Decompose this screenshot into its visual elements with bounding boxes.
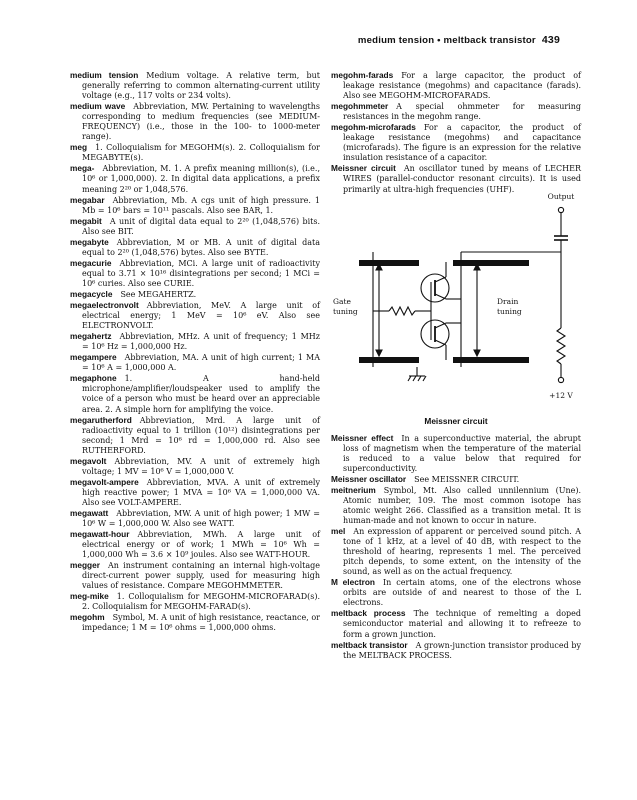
- lecher-bar-lower-right: [453, 357, 529, 363]
- transistor-upper-source: [435, 294, 446, 299]
- entry-definition: 1. A hand-held microphone/amplifier/loudspeaker used to amplify the voice of a person who must be heard over an appreciable area. 2. A simple horn for amplifying the voice.: [82, 374, 320, 414]
- entry-term: megohm: [70, 612, 105, 623]
- entry-term: megabar: [70, 194, 105, 205]
- right-column: [331, 70, 581, 661]
- dictionary-entry: [70, 477, 320, 508]
- entry-definition: Abbreviation, MCi. A large unit of radioactivity equal to 3.71 × 10¹⁶ disintegrations per second; 1 MCi = 10⁶ curies. Also see CURIE.: [82, 258, 320, 288]
- dictionary-entry: [70, 352, 320, 373]
- transistor-upper-drain: [435, 277, 446, 282]
- dictionary-entry: [70, 101, 320, 142]
- entry-term: megabit: [70, 215, 102, 226]
- drain-label-line2: tuning: [497, 306, 522, 316]
- dictionary-entry: [70, 289, 320, 300]
- entry-definition: Abbreviation, MHz. A unit of frequency; 1 MHz = 10⁶ Hz = 1,000,000 Hz.: [82, 332, 320, 352]
- dictionary-entry: [70, 415, 320, 456]
- lecher-bar-upper-right: [453, 260, 529, 266]
- entry-definition: In a superconductive material, the abrupt loss of magnetism when the temperature of the material is reduced to a value below that required for superconductivity.: [343, 433, 581, 473]
- dictionary-entry: [70, 300, 320, 331]
- lecher-bar-lower-left: [359, 357, 419, 363]
- rf-choke: [557, 328, 565, 364]
- entry-definition: In certain atoms, one of the electrons whose orbits are outside of and nearest to those of the L electrons.: [343, 578, 581, 608]
- entry-term: megohmmeter: [331, 101, 389, 112]
- entry-term: megavolt: [70, 455, 107, 466]
- gate-resistor: [389, 307, 415, 315]
- dictionary-entry: [70, 529, 320, 560]
- entry-term: medium wave: [70, 101, 126, 112]
- dictionary-entry: [331, 101, 581, 122]
- entry-definition: 1. Colloquialism for MEGOHM(s). 2. Colloquialism for MEGABYTE(s).: [82, 143, 320, 163]
- dictionary-entry: [70, 142, 320, 163]
- entry-definition: Abbreviation, Mb. A cgs unit of high pressure. 1 Mb = 10⁶ bars = 10¹¹ pascals. Also see BAR, 1.: [82, 195, 320, 215]
- entry-term: megaelectronvolt: [70, 300, 139, 311]
- entry-term: megawatt-hour: [70, 529, 130, 540]
- dictionary-entry: [70, 163, 320, 194]
- drain-tuning-arrow-head-bottom: [474, 350, 480, 356]
- entry-term: mel: [331, 526, 346, 537]
- entry-definition: An expression of apparent or perceived sound pitch. A tone of 1 kHz, at a level of 40 dB, with respect to the threshold of hearing, represents 1 mel. The perceived pitch depends, to some extent, on the intensity of the sound, as well as on the actual frequency.: [343, 527, 581, 577]
- transistor-lower-drain: [435, 323, 446, 328]
- entry-term: megaphone: [70, 373, 117, 384]
- lecher-bar-upper-left: [359, 260, 419, 266]
- dictionary-entry: [331, 640, 581, 661]
- ground-hatch-1: [408, 376, 411, 381]
- entry-term: Meissner oscillator: [331, 473, 407, 484]
- dictionary-entry: [70, 331, 320, 352]
- entry-definition: Abbreviation, MA. A unit of high current; 1 MA = 10⁶ A = 1,000,000 A.: [82, 353, 320, 373]
- entry-definition: Abbreviation, MW. Pertaining to wavelengths corresponding to medium frequencies (see MEDIUM-FREQUENCY) (i.e., those in the 100- to 1000-meter range).: [82, 102, 320, 142]
- entry-definition: See MEISSNER CIRCUIT.: [414, 474, 520, 484]
- gate-label-line2: tuning: [333, 306, 358, 316]
- entry-term: megacurie: [70, 257, 112, 268]
- entry-term: mega-: [70, 163, 95, 174]
- figure-caption: Meissner circuit: [424, 415, 488, 426]
- entry-term: megampere: [70, 352, 117, 363]
- gate-tuning-arrow-head-bottom: [376, 350, 382, 356]
- entry-definition: An instrument containing an internal high-voltage direct-current power supply, used for measuring high values of resistance. Compare MEGOHMMETER.: [82, 561, 320, 591]
- supply-terminal: [558, 377, 563, 382]
- entry-definition: Abbreviation, M. 1. A prefix meaning million(s), (i.e., 10⁶ or 1,000,000). 2. In digital data applications, a prefix meaning 2²⁰ or 1,048,576.: [82, 164, 320, 194]
- entry-term: meltback process: [331, 608, 406, 619]
- meissner-circuit-diagram: [331, 191, 581, 414]
- dictionary-entry: [70, 560, 320, 591]
- ground-hatch-3: [418, 376, 421, 381]
- entry-term: megacycle: [70, 288, 113, 299]
- dictionary-entry: [331, 163, 581, 194]
- entry-term: megavolt-ampere: [70, 476, 139, 487]
- entry-definition: An oscillator tuned by means of LECHER WIRES (parallel-conductor resonant circuits). It is used primarily at ultra-high frequencies (UHF).: [343, 164, 581, 194]
- entry-term: meltback transistor: [331, 639, 408, 650]
- entry-definition: The technique of remelting a doped semiconductor material and allowing it to refreeze to form a grown junction.: [343, 609, 581, 639]
- drain-label-line1: Drain: [497, 296, 519, 306]
- entry-term: meg-mike: [70, 591, 109, 602]
- entry-term: megger: [70, 560, 100, 571]
- header-title: medium tension • meltback transistor: [357, 35, 536, 46]
- right-column-top-entries: [331, 70, 581, 195]
- page-number: 439: [541, 34, 560, 46]
- dictionary-entry: [331, 526, 581, 577]
- dictionary-entry: [331, 433, 581, 474]
- entry-definition: For a large capacitor, the product of leakage resistance (megohms) and capacitance (farads). Also see MEGOHM-MICROFARADS.: [343, 71, 581, 101]
- entry-term: megahertz: [70, 331, 112, 342]
- dictionary-entry: [70, 612, 320, 633]
- entry-definition: 1. Colloquialism for MEGOHM-MICROFARAD(s). 2. Colloquialism for MEGOHM-FARAD(s).: [82, 592, 320, 612]
- dictionary-entry: [70, 508, 320, 529]
- dictionary-entry: [70, 195, 320, 216]
- dictionary-entry: [70, 456, 320, 477]
- dictionary-entry: [70, 373, 320, 414]
- entry-definition: See MEGAHERTZ.: [120, 289, 197, 299]
- entry-term: medium tension: [70, 70, 139, 80]
- entry-definition: A unit of digital data equal to 2²⁰ (1,048,576) bits. Also see BIT.: [82, 216, 320, 236]
- gate-label-line1: Gate: [333, 296, 351, 306]
- transistor-lower-source: [435, 340, 446, 345]
- entry-term: megohm-farads: [331, 70, 394, 80]
- entry-term: megarutherford: [70, 414, 132, 425]
- entry-term: megabyte: [70, 236, 109, 247]
- entry-definition: Medium voltage. A relative term, but generally referring to common alternating-current utility voltage (e.g., 117 volts or 234 volts).: [82, 71, 320, 101]
- entry-definition: Abbreviation, MW. A unit of high power; 1 MW = 10⁶ W = 1,000,000 W. Also see WATT.: [82, 508, 320, 529]
- dictionary-entry: [331, 474, 581, 485]
- dictionary-entry: [70, 237, 320, 258]
- ground-hatch-4: [423, 376, 426, 381]
- entry-definition: A grown-junction transistor produced by the MELTBACK PROCESS.: [343, 640, 581, 660]
- supply-label: +12 V: [549, 390, 573, 400]
- left-column: [70, 70, 320, 634]
- entry-term: Meissner effect: [331, 432, 394, 443]
- dictionary-entry: [331, 577, 581, 608]
- entry-definition: Abbreviation, MeV. A large unit of electrical energy; 1 MeV = 10⁶ eV. Also see ELECTRONVOLT.: [82, 301, 320, 331]
- right-column-bottom-entries: [331, 433, 581, 661]
- entry-term: meg: [70, 142, 88, 153]
- entry-definition: A special ohmmeter for measuring resistances in the megohm range.: [343, 102, 581, 122]
- entry-term: M electron: [331, 577, 375, 588]
- output-terminal: [558, 207, 563, 212]
- entry-definition: Abbreviation, MWh. A large unit of electrical energy or of work; 1 MWh = 10⁶ Wh = 1,000,000 Wh = 3.6 × 10⁹ joules. Also see WATT-HOUR.: [82, 530, 320, 560]
- dictionary-entry: [331, 485, 581, 526]
- entry-definition: Abbreviation, MV. A unit of extremely high voltage; 1 MV = 10⁶ V = 1,000,000 V.: [82, 456, 320, 476]
- entry-definition: Symbol, M. A unit of high resistance, reactance, or impedance; 1 M = 10⁶ ohms = 1,000,000 ohms.: [82, 613, 320, 633]
- dictionary-entry: [331, 70, 581, 101]
- output-label: Output: [547, 191, 575, 201]
- dictionary-entry: [331, 122, 581, 163]
- entry-term: megawatt: [70, 507, 109, 518]
- entry-term: Meissner circuit: [331, 163, 396, 174]
- entry-term: megohm-microfarads: [331, 122, 416, 133]
- dictionary-entry: [70, 70, 320, 101]
- entry-term: meitnerium: [331, 484, 376, 495]
- dictionary-entry: [331, 608, 581, 639]
- entry-definition: For a capacitor, the product of leakage resistance (megohms) and capacitance (microfarads). The figure is an expression for the relative insulation resistance of a capacitor.: [343, 123, 581, 163]
- ground-hatch-2: [413, 376, 416, 381]
- dictionary-entry: [70, 216, 320, 237]
- entry-definition: Abbreviation, Mrd. A large unit of radioactivity equal to 1 trillion (10¹²) disintegrations per second; 1 Mrd = 10⁶ rd = 1,000,000 rd. Also see RUTHERFORD.: [82, 415, 320, 455]
- dictionary-entry: [70, 591, 320, 612]
- running-header: [60, 34, 560, 46]
- entry-definition: Abbreviation, M or MB. A unit of digital data equal to 2²⁰ (1,048,576) bytes. Also see BYTE.: [82, 237, 320, 257]
- entry-definition: Symbol, Mt. Also called unnilennium (Une). Atomic number, 109. The most common isotope has atomic weight 266. Classified as a transition metal. It is human-made and not known to occur in nature.: [343, 485, 581, 525]
- dictionary-entry: [70, 258, 320, 289]
- entry-definition: Abbreviation, MVA. A unit of extremely high reactive power; 1 MVA = 10⁶ VA = 1,000,000 VA. Also see VOLT-AMPERE.: [82, 477, 320, 507]
